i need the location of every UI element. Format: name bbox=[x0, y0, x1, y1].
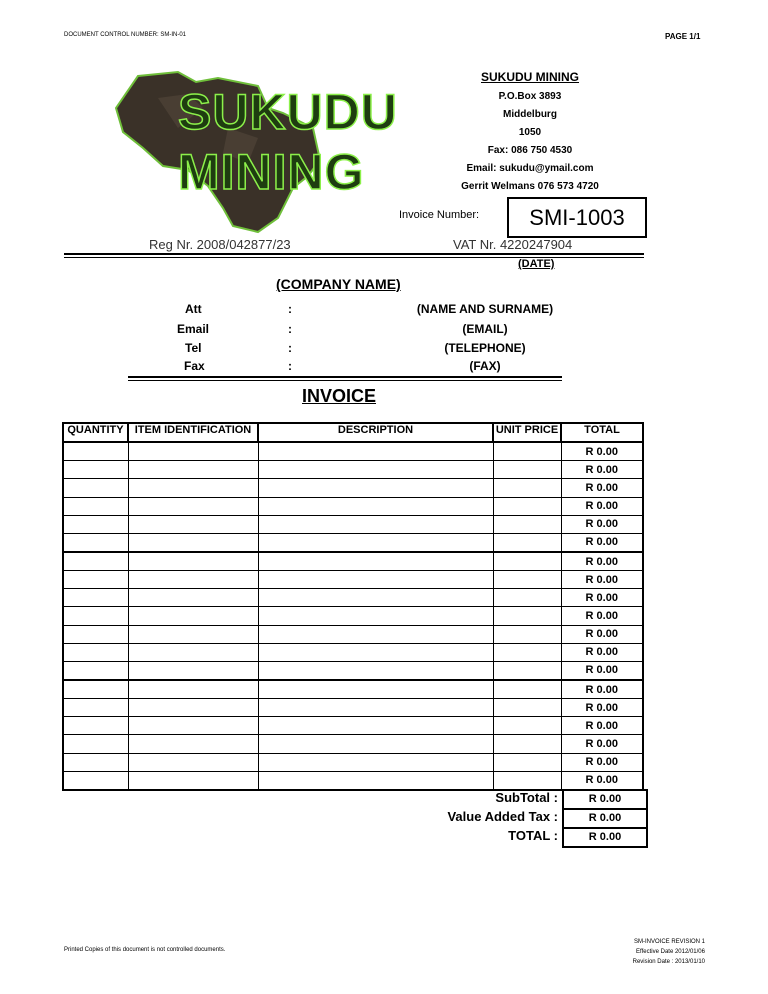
unit-price-cell[interactable] bbox=[493, 735, 561, 753]
company-email: Email: sukudu@ymail.com bbox=[466, 163, 594, 174]
unit-price-cell[interactable] bbox=[493, 461, 561, 479]
quantity-cell[interactable] bbox=[63, 552, 128, 571]
att-separator: : bbox=[288, 302, 292, 316]
tel-value: (TELEPHONE) bbox=[444, 341, 526, 355]
quantity-cell[interactable] bbox=[63, 442, 128, 461]
unit-price-cell[interactable] bbox=[493, 571, 561, 589]
document-control-number: DOCUMENT CONTROL NUMBER: SM-IN-01 bbox=[64, 32, 187, 38]
grand-total-value: R 0.00 bbox=[562, 827, 648, 848]
col-description: DESCRIPTION bbox=[258, 423, 493, 442]
subtotal-label: SubTotal : bbox=[495, 790, 558, 805]
table-row bbox=[63, 643, 643, 661]
att-value: (NAME AND SURNAME) bbox=[416, 302, 554, 316]
company-name: SUKUDU MINING bbox=[481, 70, 579, 84]
unit-price-cell[interactable] bbox=[493, 607, 561, 625]
quantity-cell[interactable] bbox=[63, 461, 128, 479]
table-row bbox=[63, 735, 643, 753]
page-number: PAGE 1/1 bbox=[665, 32, 701, 41]
description-cell[interactable] bbox=[258, 479, 493, 497]
item-identification-cell[interactable] bbox=[128, 533, 258, 552]
item-identification-cell[interactable] bbox=[128, 442, 258, 461]
item-identification-cell[interactable] bbox=[128, 625, 258, 643]
description-cell[interactable] bbox=[258, 661, 493, 680]
description-cell[interactable] bbox=[258, 625, 493, 643]
total-cell: R 0.00 bbox=[561, 607, 643, 625]
company-po-box: P.O.Box 3893 bbox=[498, 91, 562, 102]
item-identification-cell[interactable] bbox=[128, 771, 258, 790]
unit-price-cell[interactable] bbox=[493, 643, 561, 661]
invoice-title: INVOICE bbox=[302, 386, 377, 406]
table-body bbox=[63, 442, 643, 790]
unit-price-cell[interactable] bbox=[493, 753, 561, 771]
table-row bbox=[63, 497, 643, 515]
header-divider-top bbox=[64, 253, 644, 255]
description-cell[interactable] bbox=[258, 461, 493, 479]
description-cell[interactable] bbox=[258, 717, 493, 735]
table-row bbox=[63, 607, 643, 625]
item-identification-cell[interactable] bbox=[128, 497, 258, 515]
email-label: Email bbox=[177, 322, 210, 336]
unit-price-cell[interactable] bbox=[493, 699, 561, 717]
footer-effective-date: Effective Date 2012/01/06 bbox=[636, 949, 705, 955]
unit-price-cell[interactable] bbox=[493, 497, 561, 515]
subtotal-value: R 0.00 bbox=[562, 789, 648, 810]
total-cell: R 0.00 bbox=[561, 680, 643, 699]
email-separator: : bbox=[288, 322, 292, 336]
table-row bbox=[63, 680, 643, 699]
description-cell[interactable] bbox=[258, 699, 493, 717]
col-item-identification: ITEM IDENTIFICATION bbox=[128, 423, 258, 442]
table-row bbox=[63, 699, 643, 717]
fax-label: Fax bbox=[184, 359, 205, 373]
item-identification-cell[interactable] bbox=[128, 680, 258, 699]
item-identification-cell[interactable] bbox=[128, 479, 258, 497]
reg-number: Reg Nr. 2008/042877/23 bbox=[149, 237, 291, 252]
quantity-cell[interactable] bbox=[63, 699, 128, 717]
quantity-cell[interactable] bbox=[63, 589, 128, 607]
description-cell[interactable] bbox=[258, 515, 493, 533]
tel-label: Tel bbox=[185, 341, 202, 355]
quantity-cell[interactable] bbox=[63, 479, 128, 497]
table-header-row bbox=[63, 423, 643, 442]
unit-price-cell[interactable] bbox=[493, 515, 561, 533]
total-cell: R 0.00 bbox=[561, 571, 643, 589]
description-cell[interactable] bbox=[258, 735, 493, 753]
description-cell[interactable] bbox=[258, 589, 493, 607]
company-logo bbox=[108, 68, 398, 238]
description-cell[interactable] bbox=[258, 680, 493, 699]
col-quantity: QUANTITY bbox=[63, 423, 128, 442]
company-city: Middelburg bbox=[503, 109, 557, 120]
unit-price-cell[interactable] bbox=[493, 717, 561, 735]
total-cell: R 0.00 bbox=[561, 735, 643, 753]
total-cell: R 0.00 bbox=[561, 753, 643, 771]
quantity-cell[interactable] bbox=[63, 515, 128, 533]
table-row bbox=[63, 479, 643, 497]
item-identification-cell[interactable] bbox=[128, 643, 258, 661]
table-row bbox=[63, 442, 643, 461]
table-row bbox=[63, 552, 643, 571]
footer-revision: SM-INVOICE REVISION 1 bbox=[633, 939, 705, 945]
total-cell: R 0.00 bbox=[561, 461, 643, 479]
item-identification-cell[interactable] bbox=[128, 552, 258, 571]
quantity-cell[interactable] bbox=[63, 625, 128, 643]
quantity-cell[interactable] bbox=[63, 753, 128, 771]
item-identification-cell[interactable] bbox=[128, 515, 258, 533]
total-cell: R 0.00 bbox=[561, 533, 643, 552]
client-company-name: (COMPANY NAME) bbox=[276, 276, 401, 292]
invoice-date: (DATE) bbox=[518, 258, 555, 270]
invoice-number-label: Invoice Number: bbox=[399, 209, 480, 221]
description-cell[interactable] bbox=[258, 497, 493, 515]
email-value: (EMAIL) bbox=[462, 322, 508, 336]
invoice-number: SMI-1003 bbox=[507, 197, 647, 238]
att-label: Att bbox=[185, 302, 202, 316]
table-row bbox=[63, 533, 643, 552]
item-identification-cell[interactable] bbox=[128, 717, 258, 735]
total-cell: R 0.00 bbox=[561, 661, 643, 680]
description-cell[interactable] bbox=[258, 533, 493, 552]
invoice-items-table bbox=[62, 422, 644, 791]
logo-text-mining: MINING bbox=[178, 144, 365, 200]
table-row bbox=[63, 771, 643, 790]
table-row bbox=[63, 661, 643, 680]
quantity-cell[interactable] bbox=[63, 771, 128, 790]
quantity-cell[interactable] bbox=[63, 533, 128, 552]
total-cell: R 0.00 bbox=[561, 479, 643, 497]
total-cell: R 0.00 bbox=[561, 643, 643, 661]
item-identification-cell[interactable] bbox=[128, 571, 258, 589]
description-cell[interactable] bbox=[258, 571, 493, 589]
unit-price-cell[interactable] bbox=[493, 661, 561, 680]
description-cell[interactable] bbox=[258, 552, 493, 571]
unit-price-cell[interactable] bbox=[493, 680, 561, 699]
total-cell: R 0.00 bbox=[561, 771, 643, 790]
footer-revision-date: Revision Date : 2013/01/10 bbox=[632, 959, 705, 965]
quantity-cell[interactable] bbox=[63, 571, 128, 589]
item-identification-cell[interactable] bbox=[128, 661, 258, 680]
item-identification-cell[interactable] bbox=[128, 589, 258, 607]
vat-number: VAT Nr. 4220247904 bbox=[453, 237, 573, 252]
unit-price-cell[interactable] bbox=[493, 442, 561, 461]
company-postal-code: 1050 bbox=[518, 127, 542, 138]
total-cell: R 0.00 bbox=[561, 717, 643, 735]
total-cell: R 0.00 bbox=[561, 515, 643, 533]
fax-separator: : bbox=[288, 359, 292, 373]
quantity-cell[interactable] bbox=[63, 497, 128, 515]
total-cell: R 0.00 bbox=[561, 442, 643, 461]
col-total: TOTAL bbox=[561, 423, 643, 442]
unit-price-cell[interactable] bbox=[493, 533, 561, 552]
table-row bbox=[63, 461, 643, 479]
tel-separator: : bbox=[288, 341, 292, 355]
item-identification-cell[interactable] bbox=[128, 461, 258, 479]
table-row bbox=[63, 515, 643, 533]
header-divider-bottom bbox=[64, 257, 644, 258]
description-cell[interactable] bbox=[258, 442, 493, 461]
quantity-cell[interactable] bbox=[63, 717, 128, 735]
total-cell: R 0.00 bbox=[561, 589, 643, 607]
unit-price-cell[interactable] bbox=[493, 479, 561, 497]
table-row bbox=[63, 753, 643, 771]
unit-price-cell[interactable] bbox=[493, 771, 561, 790]
table-row bbox=[63, 571, 643, 589]
quantity-cell[interactable] bbox=[63, 607, 128, 625]
col-unit-price: UNIT PRICE bbox=[493, 423, 561, 442]
item-identification-cell[interactable] bbox=[128, 699, 258, 717]
description-cell[interactable] bbox=[258, 607, 493, 625]
item-identification-cell[interactable] bbox=[128, 753, 258, 771]
company-fax: Fax: 086 750 4530 bbox=[487, 145, 573, 156]
company-contact: Gerrit Welmans 076 573 4720 bbox=[461, 181, 599, 192]
item-identification-cell[interactable] bbox=[128, 607, 258, 625]
vat-label: Value Added Tax : bbox=[447, 809, 558, 824]
footer-note: Printed Copies of this document is not controlled documents. bbox=[64, 947, 226, 953]
logo-text-sukudu: SUKUDU bbox=[178, 84, 398, 140]
description-cell[interactable] bbox=[258, 643, 493, 661]
grand-total-label: TOTAL : bbox=[508, 828, 558, 843]
total-cell: R 0.00 bbox=[561, 552, 643, 571]
description-cell[interactable] bbox=[258, 771, 493, 790]
unit-price-cell[interactable] bbox=[493, 625, 561, 643]
fax-value: (FAX) bbox=[469, 359, 501, 373]
client-divider-top bbox=[128, 376, 562, 378]
quantity-cell[interactable] bbox=[63, 643, 128, 661]
item-identification-cell[interactable] bbox=[128, 735, 258, 753]
total-cell: R 0.00 bbox=[561, 699, 643, 717]
total-cell: R 0.00 bbox=[561, 625, 643, 643]
total-cell: R 0.00 bbox=[561, 497, 643, 515]
quantity-cell[interactable] bbox=[63, 661, 128, 680]
table-row bbox=[63, 589, 643, 607]
unit-price-cell[interactable] bbox=[493, 589, 561, 607]
table-row bbox=[63, 625, 643, 643]
client-divider-bottom bbox=[128, 380, 562, 381]
unit-price-cell[interactable] bbox=[493, 552, 561, 571]
description-cell[interactable] bbox=[258, 753, 493, 771]
quantity-cell[interactable] bbox=[63, 735, 128, 753]
vat-value: R 0.00 bbox=[562, 808, 648, 829]
table-row bbox=[63, 717, 643, 735]
quantity-cell[interactable] bbox=[63, 680, 128, 699]
